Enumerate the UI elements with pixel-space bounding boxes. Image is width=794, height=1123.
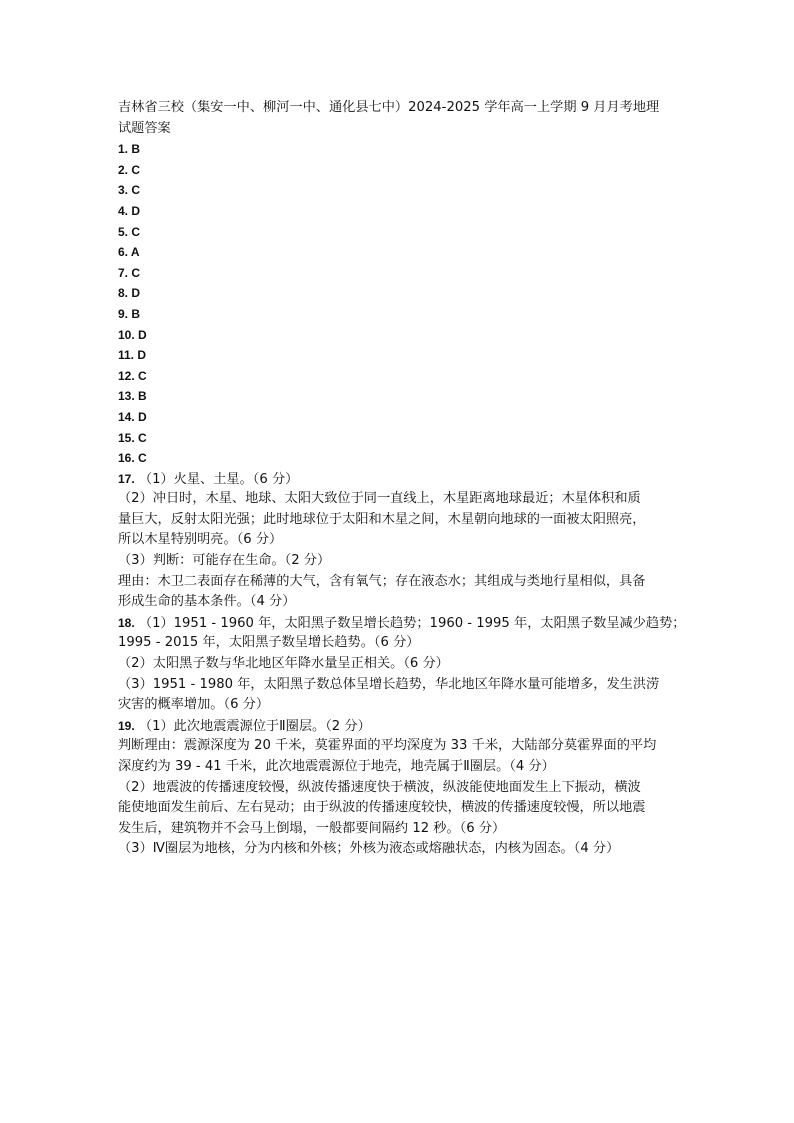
question-17-part-1 bbox=[118, 469, 688, 490]
answer-item: 4. D bbox=[118, 203, 141, 218]
question-17-part-3-line-3: 形成生命的基本条件。（4 分） bbox=[118, 594, 296, 610]
question-18-number: 18. bbox=[118, 615, 135, 630]
question-19-part-2-line-3: 发生后，建筑物并不会马上倒塌，一般都要间隔约 12 秒。（6 分） bbox=[118, 820, 506, 836]
question-19-part-1-line-1 bbox=[118, 716, 688, 737]
answer-item: 3. C bbox=[118, 183, 141, 198]
question-19-part-1-line-3: 深度约为 39 - 41 千米，此次地震震源位于地壳，地壳属于Ⅱ圈层。（4 分） bbox=[118, 759, 555, 774]
question-19-part-2-line-2: 能使地面发生前后、左右晃动；由于纵波的传播速度较快，横波的传播速度较慢，所以地震 bbox=[118, 800, 646, 816]
answer-item: 8. D bbox=[118, 286, 141, 301]
answer-item: 7. C bbox=[118, 265, 141, 280]
question-19-part-1-text: （1）此次地震震源位于Ⅱ圈层。（2 分） bbox=[138, 718, 371, 734]
question-19-part-3: （3）Ⅳ圈层为地核，分为内核和外核；外核为液态或熔融状态，内核为固态。（4 分） bbox=[118, 841, 620, 857]
question-18-part-3-line-1: （3）1951 - 1980 年，太阳黑子数总体呈增长趋势，华北地区年降水量可能增多，发生洪涝 bbox=[118, 676, 660, 692]
answer-item: 10. D bbox=[118, 327, 147, 342]
question-17-part-1-text: （1）火星、土星。（6 分） bbox=[138, 471, 299, 487]
document-title-line-1: 吉林省三校（集安一中、柳河一中、通化县七中）2024-2025 学年高一上学期 9 月月考地理 bbox=[118, 100, 660, 115]
question-19-part-1-line-2: 判断理由：震源深度为 20 千米，莫霍界面的平均深度为 33 千米，大陆部分莫霍界面的平均 bbox=[118, 738, 657, 754]
answer-item: 15. C bbox=[118, 430, 147, 445]
question-17-part-2-line-3: 所以木星特别明亮。（6 分） bbox=[118, 532, 283, 548]
answer-item: 6. A bbox=[118, 245, 140, 260]
question-19-number: 19. bbox=[118, 718, 135, 733]
question-18-part-3-line-2: 灾害的概率增加。（6 分） bbox=[118, 697, 270, 713]
answer-item: 12. C bbox=[118, 368, 147, 383]
answer-item: 9. B bbox=[118, 306, 141, 321]
question-18-part-2: （2）太阳黑子数与华北地区年降水量呈正相关。（6 分） bbox=[118, 656, 449, 672]
question-17-part-2-line-2: 量巨大，反射太阳光强；此时地球位于太阳和木星之间，木星朝向地球的一面被太阳照亮， bbox=[118, 511, 646, 527]
answer-item: 16. C bbox=[118, 451, 147, 466]
answer-key-content bbox=[118, 98, 688, 860]
question-18-part-1-text: （1）1951 - 1960 年，太阳黑子数呈增长趋势；1960 - 1995 年，太阳黑子数呈减少趋势； bbox=[138, 615, 686, 631]
answer-item: 14. D bbox=[118, 409, 147, 424]
answer-item: 11. D bbox=[118, 348, 147, 363]
question-18-part-1-line-1 bbox=[118, 613, 688, 634]
question-17-part-3-line-2: 理由：木卫二表面存在稀薄的大气，含有氧气；存在液态水；其组成与类地行星相似，具备 bbox=[118, 573, 646, 589]
answer-item: 5. C bbox=[118, 224, 141, 239]
answer-item: 2. C bbox=[118, 162, 141, 177]
answer-item: 13. B bbox=[118, 389, 147, 404]
question-19-part-2-line-1: （2）地震波的传播速度较慢，纵波传播速度快于横波，纵波能使地面发生上下振动，横波 bbox=[118, 779, 641, 795]
question-17-part-3-line-1: （3）判断：可能存在生命。（2 分） bbox=[118, 553, 331, 569]
question-18-part-1-line-2: 1995 - 2015 年，太阳黑子数呈增长趋势。（6 分） bbox=[118, 635, 420, 651]
document-title-line-2: 试题答案 bbox=[118, 120, 171, 136]
question-17-number: 17. bbox=[118, 471, 135, 486]
question-17-part-2-line-1: （2）冲日时，木星、地球、太阳大致位于同一直线上，木星距离地球最近；木星体积和质 bbox=[118, 491, 641, 507]
answer-item: 1. B bbox=[118, 142, 141, 157]
